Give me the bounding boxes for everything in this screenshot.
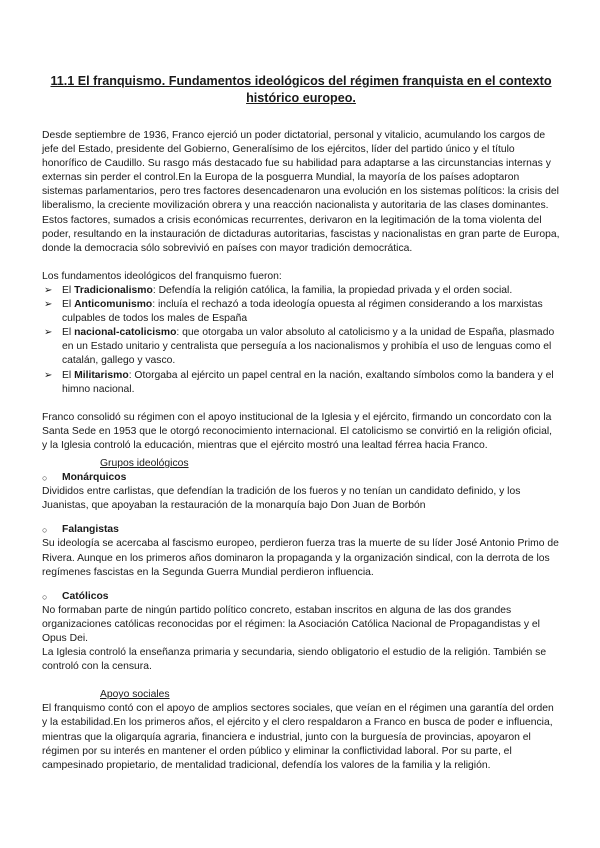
group-text-monarquicos: Divididos entre carlistas, que defendían la tradición de los fueros y no tenían un candidato definido, y los Juanistas, que apoyaban la restauración de la monarquía bajo Don Juan de Borbón — [42, 486, 521, 512]
group-text-catolicos: No formaban parte de ningún partido político concreto, estaban inscritos en alguna de las dos grandes organizaciones católicas reconocidas por el régimen: la Asociación Católica Nacional de Propagandistas y el Opus Dei. — [42, 604, 540, 644]
circle-bullet-icon: ○ — [42, 525, 48, 536]
arrow-bullet-icon: ➢ — [44, 369, 53, 381]
arrow-bullet-icon: ➢ — [44, 327, 53, 339]
list-item: ➢ El Anticomunismo: incluía el rechazó a toda ideología opuesta al régimen considerando a los marxistas culpables de todos los males de España — [44, 299, 543, 325]
intro-paragraph: Desde septiembre de 1936, Franco ejerció un poder dictatorial, personal y vitalicio, acumulando los cargos de jefe del Estado, presidente del Gobierno, Generalísimo de los ejércitos, líder del partido único y el título honorífico de Caudillo. Su rasgo más destacado fue su habilidad para adaptarse a las circunstancias internas y externas sin perder el control.En la Europa de la posguerra Mundial, la mayoría de los países adoptaron sistemas parlamentarios, pero tres factores desencadenaron una evolución en los sistemas políticos: la crisis del liberalismo, la creciente movilización obrera y una reacción nacionalista y autoritaria de las clases dominantes. Estos factores, sumados a crisis económicas recurrentes, derivaron en la legitimación de la toma violenta del poder, resultando en la instauración de dictaduras autoritarias, fascistas y nacionalistas en gran parte de Europa, donde la democracia sólo sobrevivió en países con mayor tradición democrática. — [42, 130, 560, 254]
list-item: ➢ El Militarismo: Otorgaba al ejército un papel central en la nación, exaltando símbolos como la bandera y el himno nacional. — [44, 369, 554, 395]
page-title: 11.1 El franquismo. Fundamentos ideológicos del régimen franquista en el contexto histórico europeo. — [50, 74, 552, 105]
list-item: ➢ El Tradicionalismo: Defendía la religión católica, la familia, la propiedad privada y el orden social. — [42, 284, 560, 298]
arrow-bullet-icon: ➢ — [44, 299, 53, 311]
fundamentos-intro: Los fundamentos ideológicos del franquismo fueron: — [42, 270, 282, 282]
group-text-catolicos-2: La Iglesia controló la enseñanza primaria y secundaria, siendo obligatorio el estudio de la religión. También se controló con la censura. — [42, 647, 547, 673]
group-heading-catolicos: ○ Católicos — [42, 590, 560, 604]
circle-bullet-icon: ○ — [42, 591, 48, 602]
group-heading-falangistas: ○ Falangistas — [42, 523, 560, 537]
grupos-heading: Grupos ideológicos — [100, 457, 189, 469]
list-item: ➢ El nacional-catolicismo: que otorgaba un valor absoluto al catolicismo y a la unidad de España, plasmado en un Estado unitario y centralista que perseguía a los nacionalismos y prohibía el uso de lenguas como el catalán, gallego y vasco. — [44, 327, 555, 367]
arrow-bullet-icon: ➢ — [44, 284, 53, 296]
fundamentos-list — [42, 284, 560, 397]
consolidacion-paragraph: Franco consolidó su régimen con el apoyo institucional de la Iglesia y el ejército, firmando un concordato con la Santa Sede en 1953 que le otorgó reconocimiento internacional. El catolicismo se convirtió en la religión oficial, y la Iglesia controló la educación, mientras que el ejército mostró una lealtad férrea hacia Franco. — [42, 411, 553, 451]
circle-bullet-icon: ○ — [42, 473, 48, 484]
group-heading-monarquicos: ○ Monárquicos — [42, 471, 560, 485]
apoyos-heading: Apoyo sociales — [100, 689, 170, 701]
apoyos-paragraph: El franquismo contó con el apoyo de amplios sectores sociales, que veían en el régimen una garantía del orden y la estabilidad.En los primeros años, el ejército y el clero respaldaron a Franco en busca de poder e influencia, mientras que la oligarquía agraria, financiera e industrial, junto con la burguesía de provincias, apoyaron el régimen por su interés en mantener el orden público y eliminar la conflictividad laboral. Por su parte, el campesinado propietario, de mentalidad tradicional, defendía los valores de la familia y la religión. — [42, 703, 554, 771]
group-text-falangistas: Su ideología se acercaba al fascismo europeo, perdieron fuerza tras la muerte de su líder José Antonio Primo de Rivera. Aunque en los primeros años dominaron la propaganda y la organización sindical, con la derrota de los regímenes fascistas en la Segunda Guerra Mundial perdieron influencia. — [42, 538, 559, 578]
